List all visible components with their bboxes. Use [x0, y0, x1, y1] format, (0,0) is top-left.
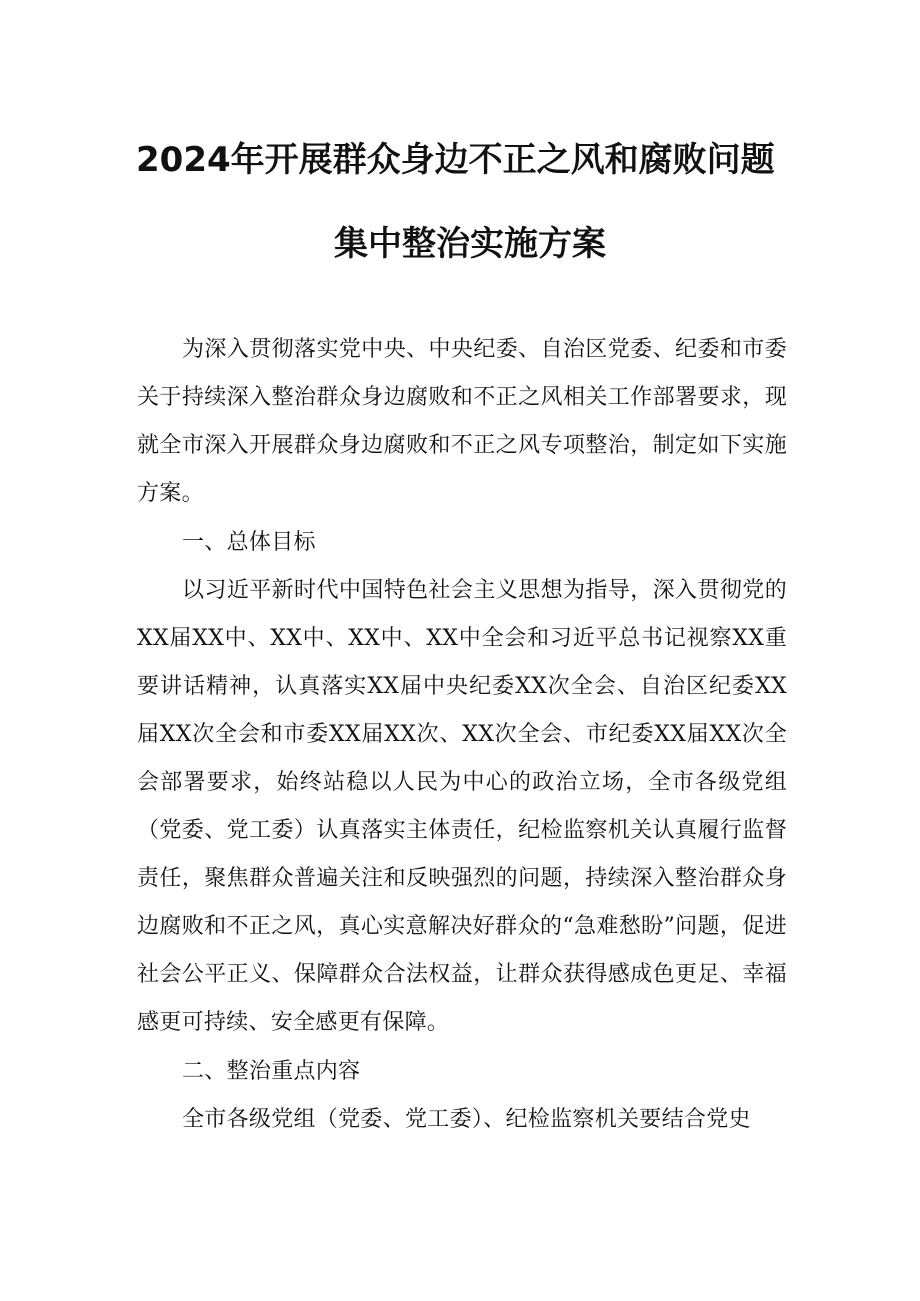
document-title-line2: 集中整治实施方案: [334, 224, 606, 264]
section2-heading: 二、整治重点内容: [182, 1059, 361, 1084]
section1-heading: 一、总体目标: [182, 530, 316, 555]
section1-paragraph: [137, 567, 787, 1047]
section2-paragraph: [137, 1096, 787, 1144]
section1-text: 以习近平新时代中国特色社会主义思想为指导，深入贯彻党的XX届XX中、XX中、XX中、XX中全会和习近平总书记视察XX重要讲话精神，认真落实XX届中央纪委XX次全会、自治区纪委XX届XX次全会和市委XX届XX次、XX次全会、市纪委XX届XX次全会部署要求，始终站稳以人民为中心的政治立场，全市各级党组（党委、党工委）认真落实主体责任，纪检监察机关认真履行监督责任，聚焦群众普遍关注和反映强烈的问题，持续深入整治群众身边腐败和不正之风，真心实意解决好群众的“急难愁盼”问题，促进社会公平正义、保障群众合法权益，让群众获得感成色更足、幸福感更可持续、安全感更有保障。: [137, 578, 787, 1035]
intro-text: 为深入贯彻落实党中央、中央纪委、自治区党委、纪委和市委关于持续深入整治群众身边腐败和不正之风相关工作部署要求，现就全市深入开展群众身边腐败和不正之风专项整治，制定如下实施方案。: [137, 337, 787, 506]
section1-heading-block: [137, 519, 787, 567]
section2-text: 全市各级党组（党委、党工委）、纪检监察机关要结合党史: [182, 1107, 751, 1132]
section2-heading-block: [137, 1048, 787, 1096]
document-title-line1: 2024年开展群众身边不正之风和腐败问题: [136, 140, 775, 180]
intro-paragraph: [137, 326, 787, 518]
